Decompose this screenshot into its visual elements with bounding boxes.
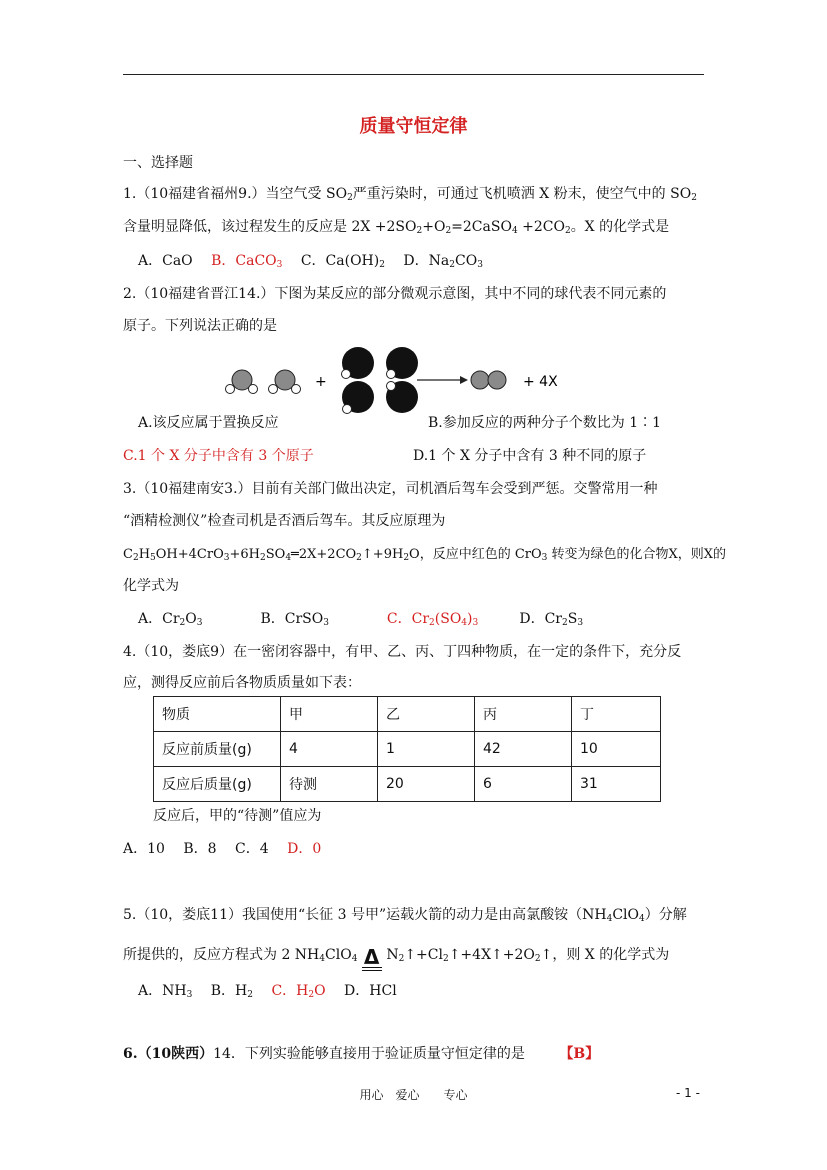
q4-option-b: B．8 bbox=[183, 841, 217, 857]
table-cell: 反应后质量(g) bbox=[154, 767, 281, 802]
page-footer: 用心 爱心 专心 bbox=[359, 1088, 468, 1102]
q4-line2: 应，测得反应前后各物质质量如下表： bbox=[123, 675, 361, 691]
q1-option-b: B．CaCO$_3$ bbox=[211, 253, 283, 270]
q3-equation: $C_2H_5OH+4CrO_3+6H_2SO_4═2X+2CO_2↑+9H_2O$，反应中红色的 CrO$_3$ 转变为绿色的化合物X，则X的 bbox=[123, 547, 727, 563]
table-cell: 待测 bbox=[281, 767, 378, 802]
reactant-molecule-5 bbox=[342, 381, 374, 414]
table-row bbox=[154, 732, 661, 767]
table-row bbox=[154, 697, 661, 732]
product-molecule bbox=[471, 371, 506, 389]
q5-line2: 所提供的，反应方程式为 2 $NH_4ClO_4$ Δ $N_2↑+Cl_2↑+4X↑+2O_2↑$，则 X 的化学式为 bbox=[123, 945, 670, 969]
table-cell: 10 bbox=[572, 732, 661, 767]
table-row bbox=[154, 767, 661, 802]
reactant-molecule-2 bbox=[269, 370, 301, 394]
table-cell: 甲 bbox=[281, 697, 378, 732]
section-heading: 一、选择题 bbox=[123, 155, 193, 171]
q4-options bbox=[123, 838, 335, 858]
q3-options bbox=[138, 608, 583, 628]
q1-line2: 含量明显降低，该过程发生的反应是 $2X +2SO_2+O_2=2CaSO_4 +2CO_2$。X 的化学式是 bbox=[123, 219, 670, 236]
reactant-molecule-4 bbox=[386, 347, 418, 379]
q4-option-d: D．0 bbox=[287, 841, 322, 857]
q1-option-a: A．CaO bbox=[138, 253, 193, 269]
q5-line1: 5.（10，娄底11）我国使用“长征 3 号甲”运载火箭的动力是由高氯酸铵$(NH_4ClO_4)$分解 bbox=[123, 907, 687, 924]
q5-options bbox=[138, 980, 411, 1000]
table-cell: 物质 bbox=[154, 697, 281, 732]
q3-option-b: B．CrSO$_3$ bbox=[260, 611, 329, 628]
mass-table bbox=[153, 696, 661, 802]
table-cell: 31 bbox=[572, 767, 661, 802]
q3-option-a: A．$Cr_2O_3$ bbox=[138, 611, 203, 628]
table-cell: 1 bbox=[378, 732, 475, 767]
product-label: + 4X bbox=[523, 374, 558, 390]
reaction-diagram bbox=[220, 343, 600, 418]
q2-line1: 2.（10福建省晋江14.）下图为某反应的部分微观示意图，其中不同的球代表不同元素的 bbox=[123, 286, 667, 302]
reactant-molecule-1 bbox=[226, 370, 258, 394]
q3-line1: 3.（10福建南安3.）目前有关部门做出决定，司机酒后驾车会受到严惩。交警常用一种 bbox=[123, 481, 658, 497]
q3-option-c: C．$Cr_2(SO_4)_3$ bbox=[386, 611, 479, 628]
q1-options bbox=[138, 250, 497, 270]
q1-option-c: C．$Ca(OH)_2$ bbox=[300, 253, 385, 270]
q4-line1: 4.（10，娄底9）在一密闭容器中，有甲、乙、丙、丁四种物质，在一定的条件下，充分反 bbox=[123, 644, 682, 660]
q2-option-a: A.该反应属于置换反应 bbox=[138, 415, 279, 431]
page-title: 质量守恒定律 bbox=[359, 116, 468, 137]
q3-option-d: D．$Cr_2S_3$ bbox=[519, 611, 584, 628]
reactant-molecule-3 bbox=[342, 347, 375, 379]
q2-option-d: D.1 个 X 分子中含有 3 种不同的原子 bbox=[413, 448, 647, 464]
q2-option-b: B.参加反应的两种分子个数比为 1∶1 bbox=[428, 415, 662, 431]
table-cell: 42 bbox=[475, 732, 572, 767]
q5-option-c: C．$H_2O$ bbox=[271, 983, 326, 1000]
table-cell: 4 bbox=[281, 732, 378, 767]
table-cell: 丙 bbox=[475, 697, 572, 732]
q5-option-a: A．$NH_3$ bbox=[138, 983, 193, 1000]
q2-option-c: C.1 个 X 分子中含有 3 个原子 bbox=[123, 448, 314, 464]
reactant-molecule-6 bbox=[386, 381, 418, 413]
q6-answer: 【B】 bbox=[559, 1046, 600, 1062]
plus-sign: + bbox=[315, 374, 327, 390]
table-cell: 反应前质量(g) bbox=[154, 732, 281, 767]
q1-option-d: D．$Na_2CO_3$ bbox=[403, 253, 483, 270]
q4-option-c: C．4 bbox=[235, 841, 269, 857]
q4-option-a: A．10 bbox=[123, 841, 165, 857]
q3-line2: “酒精检测仪”检查司机是否酒后驾车。其反应原理为 bbox=[123, 513, 446, 529]
table-cell: 20 bbox=[378, 767, 475, 802]
page-number: - 1 - bbox=[676, 1086, 700, 1100]
q5-option-d: D．HCl bbox=[344, 983, 397, 999]
table-cell: 丁 bbox=[572, 697, 661, 732]
q4-after: 反应后，甲的“待测”值应为 bbox=[153, 808, 322, 824]
header-rule bbox=[123, 74, 704, 75]
q2-line2: 原子。下列说法正确的是 bbox=[123, 318, 277, 334]
q3-line4: 化学式为 bbox=[123, 578, 179, 594]
q5-option-b: B．$H_2$ bbox=[210, 983, 253, 1000]
table-cell: 乙 bbox=[378, 697, 475, 732]
q1-line1: 1.（10福建省福州9.）当空气受 $SO_2$严重污染时，可通过飞机喷洒 X 粉末，使空气中的 $SO_2$ bbox=[123, 186, 697, 203]
table-cell: 6 bbox=[475, 767, 572, 802]
q6-line: 6.（10陕西）14．下列实验能够直接用于验证质量守恒定律的是 【B】 bbox=[123, 1046, 600, 1062]
